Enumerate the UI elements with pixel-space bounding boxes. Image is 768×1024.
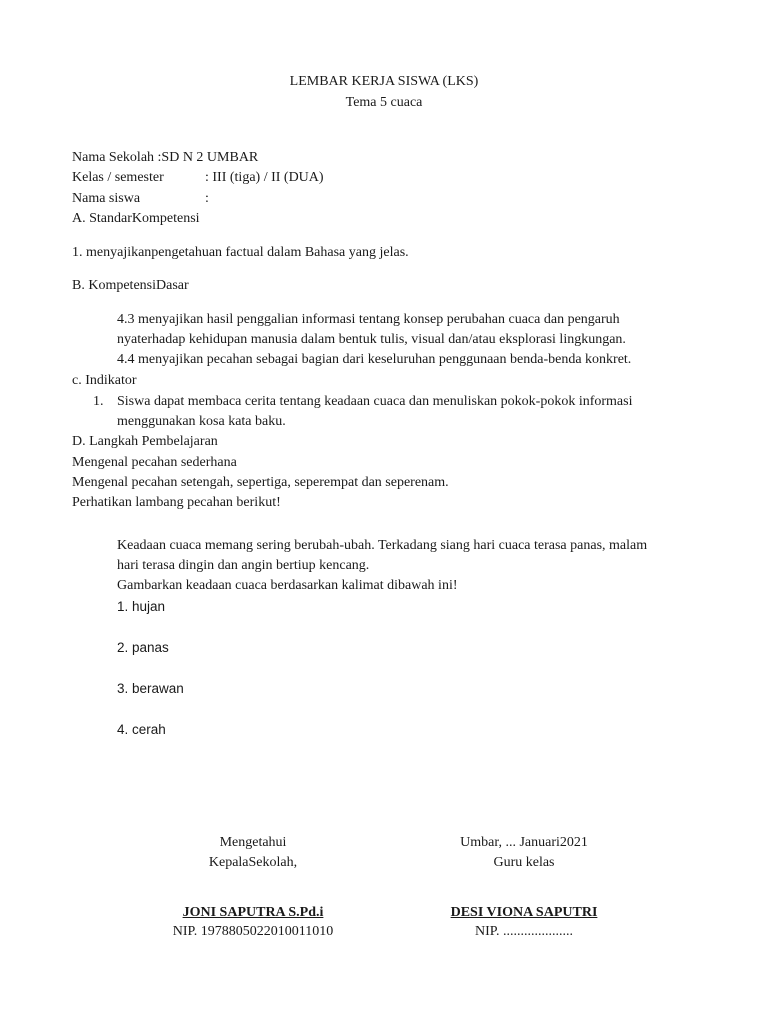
teacher-nip: NIP. .................... bbox=[474, 924, 573, 939]
section-a-heading: A. StandarKompetensi bbox=[72, 211, 200, 226]
section-b-line: 4.4 menyajikan pecahan sebagai bagian dari keseluruhan penggunaan benda-benda konkret. bbox=[117, 352, 632, 367]
signature-left-line1: Mengetahui bbox=[219, 835, 287, 850]
section-b-line: nyaterhadap kehidupan manusia dalam bentuk tulis, visual dan/atau eksplorasi lingkungan. bbox=[117, 332, 626, 347]
headmaster-nip: NIP. 1978805022010011010 bbox=[172, 924, 334, 939]
teacher-name: DESI VIONA SAPUTRI bbox=[450, 905, 598, 920]
exercise-intro: hari terasa dingin dan angin bertiup kencang. bbox=[117, 558, 370, 573]
indicator-line: menggunakan kosa kata baku. bbox=[117, 414, 286, 429]
exercise-item: 2. panas bbox=[117, 640, 169, 655]
exercise-intro: Keadaan cuaca memang sering berubah-ubah. Terkadang siang hari cuaca terasa panas, malam bbox=[117, 538, 648, 553]
section-b-heading: B. KompetensiDasar bbox=[72, 278, 189, 293]
section-b-line: 4.3 menyajikan hasil penggalian informasi tentang konsep perubahan cuaca dan pengaruh bbox=[117, 312, 620, 327]
class-label: Kelas / semester bbox=[72, 170, 164, 185]
signature-right-line1: Umbar, ... Januari2021 bbox=[460, 835, 588, 850]
section-d-heading: D. Langkah Pembelajaran bbox=[72, 434, 218, 449]
exercise-item: 3. berawan bbox=[117, 681, 184, 696]
class-value: : III (tiga) / II (DUA) bbox=[205, 170, 324, 185]
signature-right-line2: Guru kelas bbox=[493, 855, 555, 870]
section-a-item: 1. menyajikanpengetahuan factual dalam Bahasa yang jelas. bbox=[72, 245, 409, 260]
student-label: Nama siswa bbox=[72, 191, 141, 206]
exercise-item: 4. cerah bbox=[117, 722, 166, 737]
headmaster-name: JONI SAPUTRA S.Pd.i bbox=[182, 905, 324, 920]
signature-left-line2: KepalaSekolah, bbox=[208, 855, 298, 870]
indicator-number: 1. bbox=[93, 394, 104, 409]
student-value: : bbox=[205, 191, 209, 206]
section-d-line: Mengenal pecahan setengah, sepertiga, seperempat dan seperenam. bbox=[72, 475, 449, 490]
school-name: Nama Sekolah :SD N 2 UMBAR bbox=[72, 150, 259, 165]
section-d-line: Perhatikan lambang pecahan berikut! bbox=[72, 495, 281, 510]
document-subtitle: Tema 5 cuaca bbox=[345, 95, 423, 110]
section-d-line: Mengenal pecahan sederhana bbox=[72, 455, 237, 470]
document-title: LEMBAR KERJA SISWA (LKS) bbox=[289, 74, 479, 89]
exercise-item: 1. hujan bbox=[117, 599, 166, 614]
section-c-heading: c. Indikator bbox=[72, 373, 137, 388]
indicator-line: Siswa dapat membaca cerita tentang keadaan cuaca dan menuliskan pokok-pokok informasi bbox=[117, 394, 633, 409]
exercise-instruction: Gambarkan keadaan cuaca berdasarkan kalimat dibawah ini! bbox=[117, 578, 458, 593]
